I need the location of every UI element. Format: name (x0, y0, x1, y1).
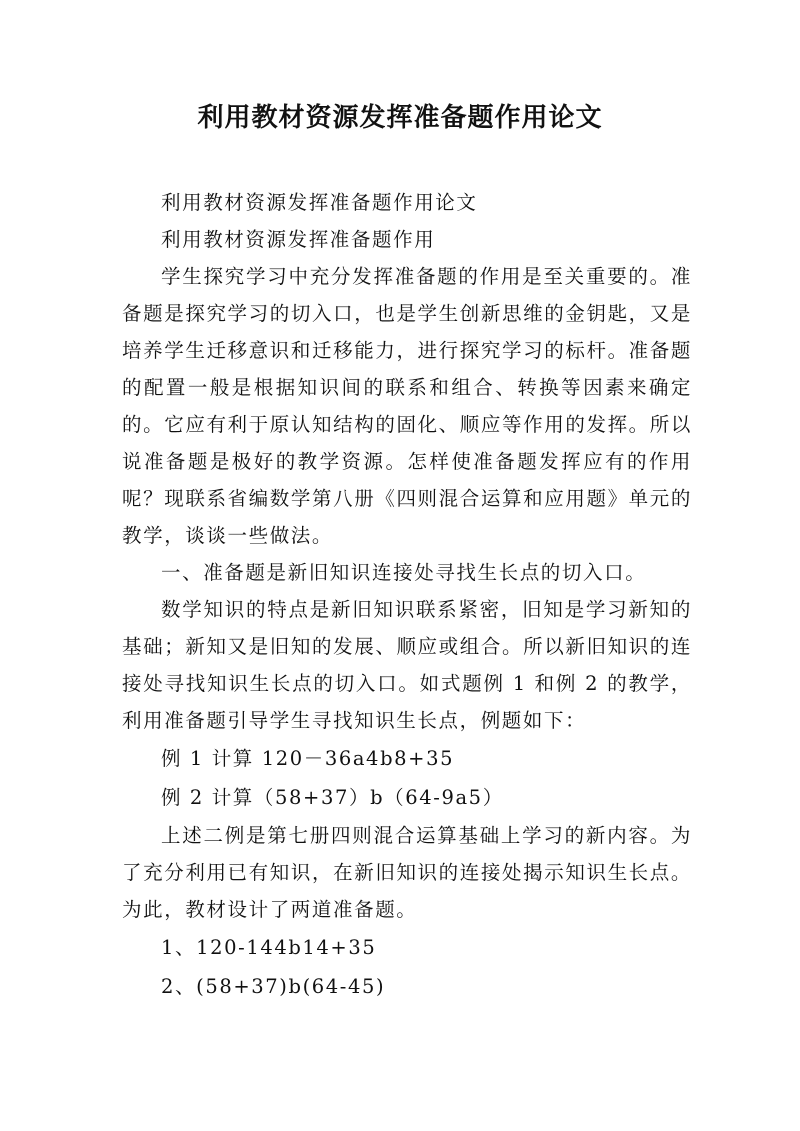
paragraph-section-one-body: 数学知识的特点是新旧知识联系紧密，旧知是学习新知的基础；新知又是旧知的发展、顺应或组合。所以新旧知识的连接处寻找知识生长点的切入口。如式题例 1 和例 2 的教学，利用准备题引导学生寻找知识生长点，例题如下： (122, 598, 692, 732)
paragraph-intro: 学生探究学习中充分发挥准备题的作用是至关重要的。准备题是探究学习的切入口，也是学生创新思维的金钥匙，又是培养学生迁移意识和迁移能力，进行探究学习的标杆。准备题的配置一般是根据知识间的联系和组合、转换等因素来确定的。它应有利于原认知结构的固化、顺应等作用的发挥。所以说准备题是极好的教学资源。怎样使准备题发挥应有的作用呢？现联系省编数学第八册《四则混合运算和应用题》单元的教学，谈谈一些做法。 (122, 265, 692, 547)
paragraph-examples-explanation: 上述二例是第七册四则混合运算基础上学习的新内容。为了充分利用已有知识，在新旧知识的连接处揭示知识生长点。为此，教材设计了两道准备题。 (122, 824, 692, 921)
paragraph-prep-question-2: 2、(58+37)b(64-45) (161, 975, 386, 998)
document-body (122, 184, 692, 1006)
paragraph-example-1: 例 1 计算 120－36a4b8+35 (161, 747, 455, 770)
paragraph-subtitle: 利用教材资源发挥准备题作用 (161, 228, 436, 251)
paragraph-section-one-heading: 一、准备题是新旧知识连接处寻找生长点的切入口。 (161, 561, 647, 584)
document-title: 利用教材资源发挥准备题作用论文 (197, 103, 603, 133)
paragraph-prep-question-1: 1、120-144b14+35 (161, 936, 377, 959)
paragraph-heading-repeat: 利用教材资源发挥准备题作用论文 (161, 191, 478, 214)
paragraph-example-2: 例 2 计算（58+37）b（64-9a5） (161, 786, 504, 809)
